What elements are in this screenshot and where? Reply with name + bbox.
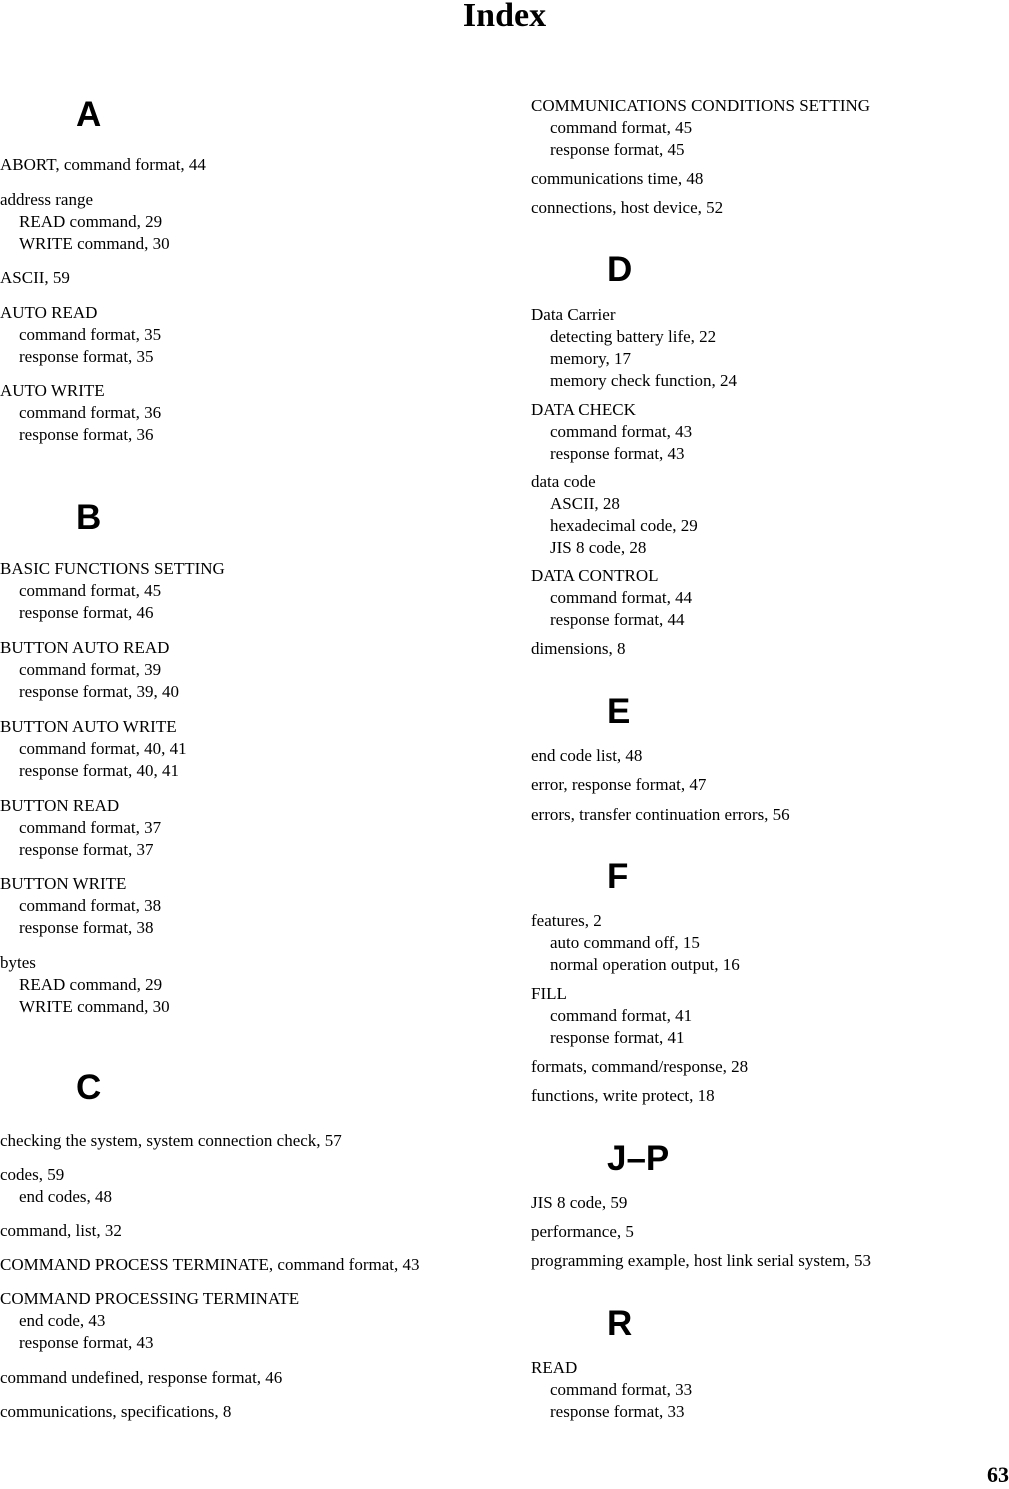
section-letter-f: F [607,857,629,896]
entry-term: DATA CONTROL [531,566,659,585]
entry-term: ABORT, command format, 44 [0,155,206,174]
index-entry-performance [531,1221,634,1243]
index-entry-data-control [531,565,692,631]
entry-term: communications, specifications, 8 [0,1402,232,1421]
entry-sub: response format, 38 [19,918,154,937]
section-letter-d: D [607,250,633,289]
entry-sub: response format, 35 [19,347,154,366]
section-letter-b: B [76,498,102,537]
entry-sub: response format, 39, 40 [19,682,180,701]
entry-term: connections, host device, 52 [531,198,724,217]
entry-sub: command format, 37 [19,818,162,837]
entry-term: READ [531,1358,578,1377]
index-entry-jis [531,1192,627,1214]
index-entry-end-code-list [531,745,642,767]
index-entry-button-read [0,795,161,861]
index-entry-programming [531,1250,871,1272]
entry-sub: response format, 37 [19,840,154,859]
index-entry-connections [531,197,723,219]
entry-term: bytes [0,953,36,972]
entry-sub: response format, 45 [550,140,685,159]
entry-sub: memory, 17 [550,349,632,368]
index-entry-basic-functions [0,558,225,624]
section-letter-a: A [76,95,102,134]
index-entry-data-code [531,471,698,559]
index-entry-abort [0,154,206,176]
entry-sub: command format, 36 [19,403,162,422]
entry-term: checking the system, system connection check, 57 [0,1131,342,1150]
index-entry-comm-conditions [531,95,870,161]
entry-term: AUTO READ [0,303,98,322]
entry-sub: ASCII, 28 [550,494,620,513]
entry-sub: READ command, 29 [19,975,163,994]
entry-sub: command format, 40, 41 [19,739,187,758]
entry-sub: command format, 41 [550,1006,693,1025]
index-entry-ascii [0,267,70,289]
entry-term: BUTTON WRITE [0,874,127,893]
index-entry-codes [0,1164,112,1208]
index-entry-comm-time [531,168,703,190]
entry-sub: command format, 43 [550,422,693,441]
index-entry-functions [531,1085,715,1107]
index-entry-features [531,910,740,976]
entry-sub: command format, 39 [19,660,162,679]
index-entry-command-list [0,1220,122,1242]
entry-sub: normal operation output, 16 [550,955,740,974]
entry-sub: response format, 36 [19,425,154,444]
section-letter-r: R [607,1304,633,1343]
index-entry-button-write [0,873,161,939]
entry-term: COMMAND PROCESS TERMINATE, command format, 43 [0,1255,420,1274]
entry-sub: response format, 44 [550,610,685,629]
entry-sub: response format, 43 [550,444,685,463]
page-number: 63 [987,1462,1009,1487]
entry-term: data code [531,472,596,491]
index-entry-button-auto-write [0,716,187,782]
entry-term: errors, transfer continuation errors, 56 [531,805,790,824]
entry-term: BASIC FUNCTIONS SETTING [0,559,225,578]
entry-sub: response format, 40, 41 [19,761,180,780]
index-entry-error [531,774,706,796]
entry-sub: response format, 41 [550,1028,685,1047]
entry-sub: command format, 35 [19,325,162,344]
section-letter-e: E [607,692,631,731]
entry-term: BUTTON AUTO WRITE [0,717,177,736]
entry-term: BUTTON AUTO READ [0,638,170,657]
section-letter-jp: J–P [607,1139,670,1178]
entry-term: features, 2 [531,911,602,930]
entry-term: ASCII, 59 [0,268,70,287]
entry-sub: auto command off, 15 [550,933,700,952]
index-entry-errors [531,804,790,826]
index-entry-bytes [0,952,170,1018]
entry-term: programming example, host link serial system, 53 [531,1251,871,1270]
entry-term: AUTO WRITE [0,381,105,400]
entry-term: COMMUNICATIONS CONDITIONS SETTING [531,96,871,115]
entry-sub: command format, 45 [550,118,693,137]
entry-term: address range [0,190,93,209]
entry-sub: READ command, 29 [19,212,163,231]
entry-term: command, list, 32 [0,1221,122,1240]
page-title: Index [462,0,547,34]
entry-sub: detecting battery life, 22 [550,327,717,346]
entry-term: JIS 8 code, 59 [531,1193,628,1212]
entry-sub: hexadecimal code, 29 [550,516,698,535]
index-entry-button-auto-read [0,637,179,703]
index-entry-communications-specs [0,1401,231,1423]
entry-term: COMMAND PROCESSING TERMINATE [0,1289,300,1308]
entry-sub: memory check function, 24 [550,371,737,390]
entry-sub: WRITE command, 30 [19,997,170,1016]
index-entry-data-check [531,399,692,465]
index-entry-auto-write [0,380,161,446]
index-entry-dimensions [531,638,625,660]
entry-sub: WRITE command, 30 [19,234,170,253]
entry-sub: response format, 43 [19,1333,154,1352]
section-letter-c: C [76,1068,102,1107]
index-entry-read [531,1357,692,1423]
entry-term: codes, 59 [0,1165,65,1184]
entry-sub: command format, 44 [550,588,693,607]
entry-term: performance, 5 [531,1222,634,1241]
entry-term: functions, write protect, 18 [531,1086,715,1105]
index-entry-data-carrier [531,304,737,392]
index-entry-cmd-processing-terminate [0,1288,299,1354]
entry-term: command undefined, response format, 46 [0,1368,283,1387]
entry-term: DATA CHECK [531,400,636,419]
entry-term: FILL [531,984,567,1003]
index-entry-formats [531,1056,748,1078]
index-entry-address-range [0,189,170,255]
entry-sub: response format, 46 [19,603,154,622]
entry-term: end code list, 48 [531,746,643,765]
entry-term: Data Carrier [531,305,616,324]
entry-sub: response format, 33 [550,1402,685,1421]
index-entry-cmd-process-terminate [0,1254,420,1276]
entry-sub: command format, 33 [550,1380,693,1399]
index-entry-auto-read [0,302,161,368]
index-entry-command-undefined [0,1367,282,1389]
entry-term: communications time, 48 [531,169,704,188]
entry-term: BUTTON READ [0,796,120,815]
entry-sub: command format, 45 [19,581,162,600]
index-entry-fill [531,983,692,1049]
entry-sub: end codes, 48 [19,1187,113,1206]
entry-term: error, response format, 47 [531,775,707,794]
entry-sub: command format, 38 [19,896,162,915]
entry-sub: end code, 43 [19,1311,106,1330]
entry-sub: JIS 8 code, 28 [550,538,647,557]
entry-term: formats, command/response, 28 [531,1057,749,1076]
index-entry-checking [0,1130,342,1152]
entry-term: dimensions, 8 [531,639,626,658]
